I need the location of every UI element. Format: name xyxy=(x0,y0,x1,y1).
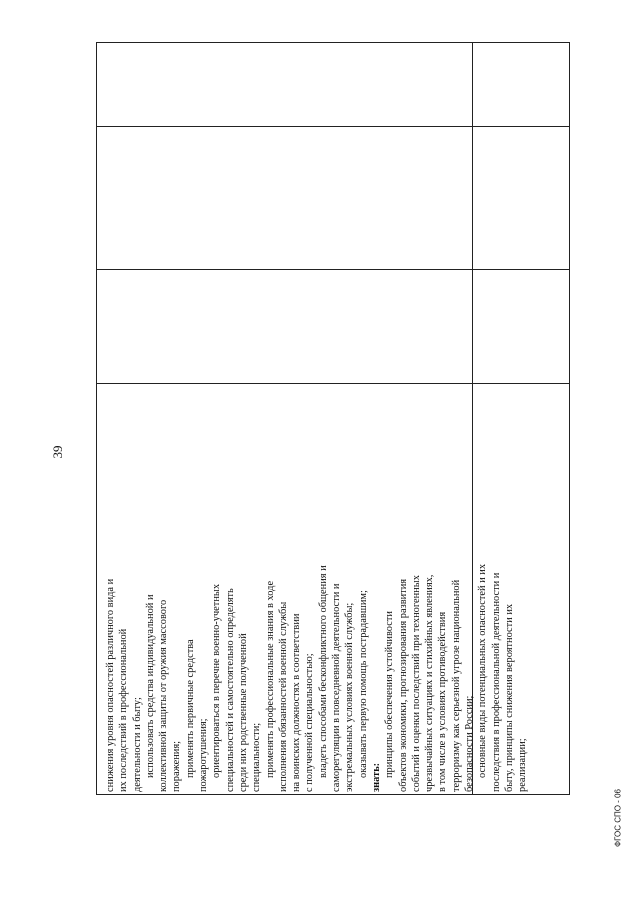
content-line: применять профессиональные знания в ходе xyxy=(264,580,276,778)
content-line: терроризму как серьезной угрозе национальной xyxy=(450,579,462,792)
table-row-divider xyxy=(97,126,569,127)
content-line: событий и оценки последствий при техногенных xyxy=(410,575,422,792)
content-line: чрезвычайных ситуациях и стихийных явлениях, xyxy=(424,574,436,792)
content-line: специальностей и самостоятельно определять xyxy=(224,588,236,792)
content-line: специальности; xyxy=(251,722,263,792)
content-line: применять первичные средства xyxy=(184,639,196,778)
content-line: пожаротушения; xyxy=(198,718,210,792)
content-line: использовать средства индивидуальной и xyxy=(144,594,156,778)
content-line: среди них родственные полученной xyxy=(237,633,249,792)
content-line: саморегуляции в повседневной деятельности и xyxy=(331,583,343,792)
content-line: деятельности и быту; xyxy=(131,697,143,792)
content-line: владеть способами бесконфликтного общения и xyxy=(317,565,329,778)
content-line: принципы обеспечения устойчивости xyxy=(384,611,396,778)
content-line: их последствий в профессиональной xyxy=(118,628,130,792)
content-line: снижения уровня опасностей различного вида и xyxy=(105,578,116,792)
content-line: исполнения обязанностей военной службы xyxy=(277,601,289,792)
content-line: оказывать первую помощь пострадавшим; xyxy=(357,590,369,778)
content-line: последствия в профессиональной деятельности и xyxy=(490,572,502,792)
content-line: поражения; xyxy=(171,740,183,792)
content-line: коллективной защиты от оружия массового xyxy=(158,599,170,792)
content-line: объектов экономики, прогнозирования развития xyxy=(397,578,409,792)
footer-code: ФГОС СПО - 06 xyxy=(613,789,623,847)
content-line: с полученной специальностью; xyxy=(304,653,316,792)
competency-text xyxy=(104,469,530,792)
page-number: 39 xyxy=(50,445,65,459)
content-line: в том числе в условиях противодействия xyxy=(437,611,449,792)
content-line: экстремальных условиях военной службы; xyxy=(344,602,356,792)
content-line: реализации; xyxy=(517,738,529,792)
content-line: ориентироваться в перечне военно-учетных xyxy=(211,583,223,778)
content-line: на воинских должностях в соответствии xyxy=(291,613,303,792)
content-line: основные виды потенциальных опасностей и их xyxy=(477,563,489,778)
content-line: быту, принципы снижения вероятности их xyxy=(503,603,515,792)
content-line: безопасности России; xyxy=(464,695,476,792)
section-heading: знать: xyxy=(370,762,382,792)
table-content-cell xyxy=(101,148,575,792)
